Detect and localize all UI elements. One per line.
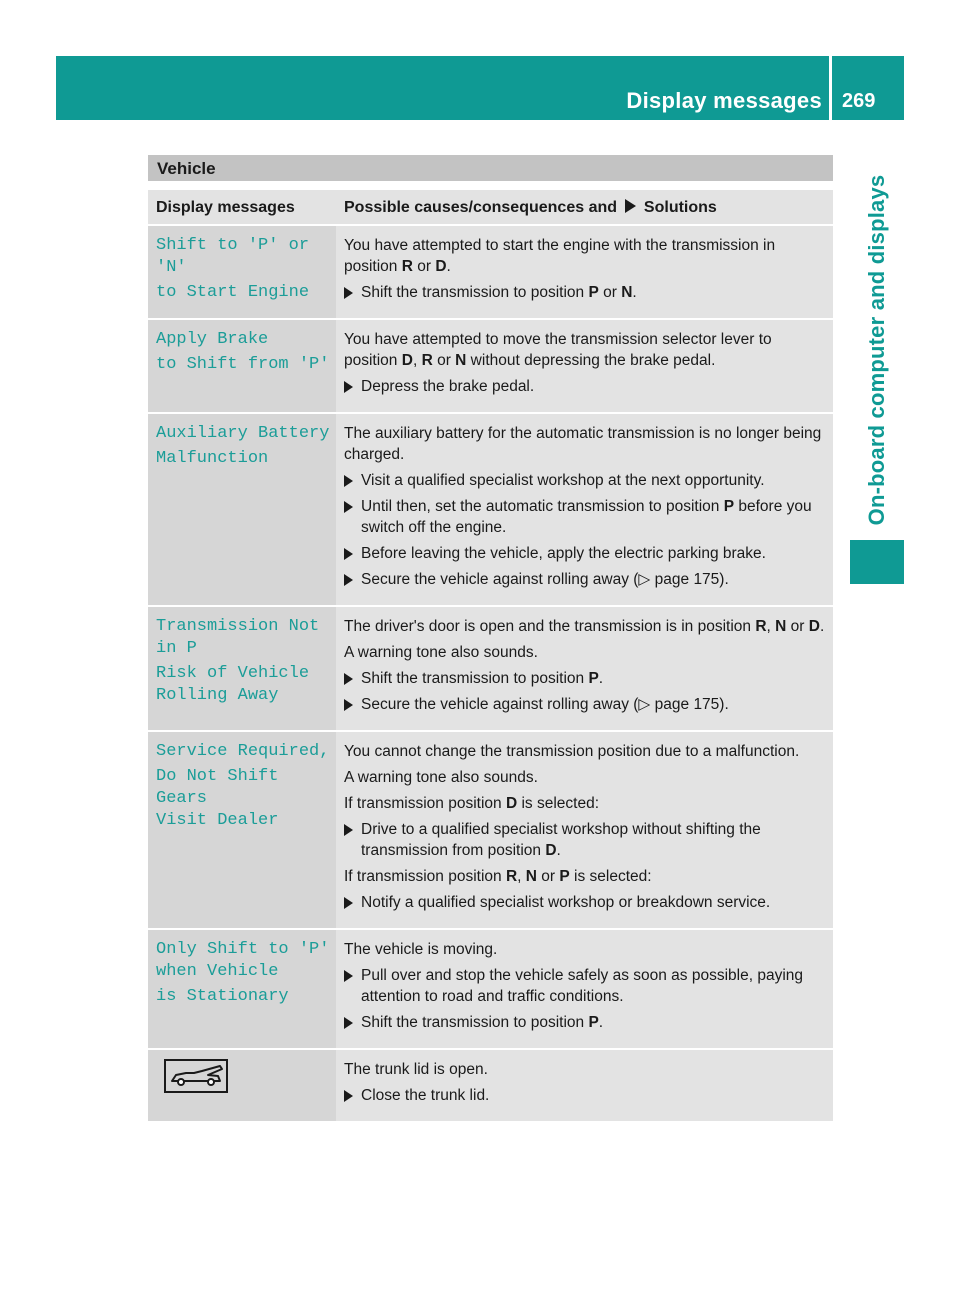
text-run: You have attempted to move the transmission selector lever to position [344,331,772,369]
triangle-arrow-icon [624,199,636,213]
text-run: . [632,284,637,301]
solution-step [344,668,827,689]
display-message-line: Do Not Shift Gears [156,767,279,808]
text-run: The vehicle is moving. [344,941,498,958]
text-run: A warning tone also sounds. [344,769,538,786]
step-arrow-icon [344,673,353,685]
step-arrow-icon [344,1090,353,1102]
display-message-line: Transmission Not [156,617,320,636]
solution-cell [336,1050,833,1121]
page-title: Display messages [626,88,822,113]
position-label: D [808,618,820,635]
text-run: Before leaving the vehicle, apply the electric parking brake. [361,545,766,562]
step-arrow-icon [344,381,353,393]
column-header-solutions-label: Solutions [643,199,717,216]
display-message-line: in P [156,639,197,658]
solution-cell [336,414,833,605]
text-run: is selected: [569,868,652,885]
display-message [156,235,336,304]
text-run: The driver's door is open and the transmission is in position [344,618,756,635]
text-run: Depress the brake pedal. [361,378,535,395]
display-message [156,616,336,707]
cause-text [344,1059,827,1080]
column-header-causes: Possible causes/consequences and [344,199,618,216]
text-run: You have attempted to start the engine with the transmission in position [344,237,776,275]
cause-text [344,767,827,788]
text-run: Notify a qualified specialist workshop or breakdown service. [361,894,771,911]
position-label: R [401,258,413,275]
solution-step [344,1085,827,1106]
display-message-line: is Stationary [156,987,289,1006]
position-label: P [588,1014,599,1031]
step-arrow-icon [344,897,353,909]
display-message-line: Visit Dealer [156,811,279,830]
text-run: The trunk lid is open. [344,1061,488,1078]
step-arrow-icon [344,475,353,487]
text-run: . [446,258,451,275]
position-label: N [621,284,633,301]
text-run: Secure the vehicle against rolling away (▷ page 175). [361,696,729,713]
text-run: Shift the transmission to position [361,670,589,687]
display-message-line: when Vehicle [156,962,279,981]
display-message [156,423,336,470]
text-run: or [537,868,560,885]
cause-text [344,235,827,277]
position-label: N [525,868,537,885]
display-message-line: Malfunction [156,449,269,468]
text-run: Secure the vehicle against rolling away (▷ page 175). [361,571,729,588]
position-label: R [421,352,433,369]
side-tab-label: On-board computer and displays [864,174,889,526]
solution-step [344,496,827,538]
header-divider [829,56,832,120]
solution-step [344,965,827,1007]
page-number: 269 [842,90,876,112]
text-run: Shift the transmission to position [361,284,589,301]
display-message-line: Shift to 'P' or 'N' [156,236,310,277]
position-label: D [435,258,447,275]
text-run: before you switch off the engine. [361,498,812,536]
text-run: . [556,842,561,859]
solution-step [344,470,827,491]
page-header [56,56,904,120]
table-row [148,226,833,320]
position-label: N [455,352,467,369]
text-run: . [598,670,604,687]
display-message-line: Only Shift to 'P' [156,940,330,959]
solution-step [344,1012,827,1033]
text-run: A warning tone also sounds. [344,644,538,661]
position-label: D [545,842,557,859]
cause-text [344,741,827,762]
solution-step [344,543,827,564]
position-label: N [775,618,787,635]
position-label: R [755,618,767,635]
text-run: If transmission position [344,795,506,812]
text-run: or [432,352,456,369]
text-run: , [412,352,422,369]
position-label: D [401,352,413,369]
table-row [148,930,833,1050]
step-arrow-icon [344,699,353,711]
display-message [156,329,336,376]
text-run: Drive to a qualified specialist workshop without shifting the transmission from position [361,821,761,859]
column-header-messages: Display messages [156,199,295,216]
column-header-solutions [336,190,833,224]
text-run: Visit a qualified specialist workshop at the next opportunity. [361,472,765,489]
text-run: , [517,868,526,885]
text-run: or [598,284,622,301]
message-cell [148,320,336,412]
step-arrow-icon [344,501,353,513]
solution-cell [336,930,833,1048]
solution-cell [336,320,833,412]
solution-step [344,694,827,715]
solution-cell [336,226,833,318]
section-header [148,155,833,181]
message-cell [148,414,336,605]
text-run: . [598,1014,604,1031]
step-arrow-icon [344,548,353,560]
position-label: P [588,284,599,301]
position-label: P [723,498,735,515]
cause-text [344,939,827,960]
cause-text [344,642,827,663]
table-row [148,732,833,930]
trunk-open-icon [164,1059,228,1093]
text-run: Shift the transmission to position [361,1014,589,1031]
display-message-line: Rolling Away [156,686,279,705]
text-run: . [819,618,825,635]
solution-step [344,569,827,590]
table-row [148,320,833,414]
position-label: D [505,795,518,812]
text-run: Until then, set the automatic transmission to position [361,498,724,515]
solution-step [344,282,827,303]
table-header [148,190,833,226]
cause-text [344,329,827,371]
message-cell [148,226,336,318]
cause-text [344,423,827,465]
cause-text [344,616,827,637]
text-run: is selected: [517,795,600,812]
display-message-line: to Start Engine [156,283,310,302]
position-label: P [559,868,570,885]
table-row [148,607,833,732]
solution-step [344,819,827,861]
solution-step [344,376,827,397]
message-cell [148,607,336,730]
text-run: or [412,258,436,275]
display-message [156,741,336,832]
section-title: Vehicle [157,159,216,178]
display-message-line: Apply Brake [156,330,269,349]
solution-cell [336,732,833,928]
text-run: You cannot change the transmission position due to a malfunction. [344,743,800,760]
text-run: , [766,618,776,635]
text-run: The auxiliary battery for the automatic transmission is no longer being charged. [344,425,822,463]
cause-text [344,793,827,814]
step-arrow-icon [344,824,353,836]
text-run: Pull over and stop the vehicle safely as soon as possible, paying attention to road and traffic conditions. [361,967,804,1005]
solution-step [344,892,827,913]
table-row [148,1050,833,1123]
position-label: P [588,670,599,687]
step-arrow-icon [344,970,353,982]
display-message-line: Service Required, [156,742,330,761]
text-run: or [786,618,809,635]
cause-text [344,866,827,887]
text-run: without depressing the brake pedal. [466,352,716,369]
position-label: R [505,868,518,885]
message-cell [148,1050,336,1121]
message-cell [148,732,336,928]
side-tab-marker [850,540,904,584]
text-run: If transmission position [344,868,506,885]
table-row [148,414,833,607]
solution-cell [336,607,833,730]
display-message-line: Risk of Vehicle [156,664,310,683]
display-message [156,939,336,1008]
message-cell [148,930,336,1048]
step-arrow-icon [344,1017,353,1029]
messages-table [148,190,833,1123]
text-run: Close the trunk lid. [361,1087,490,1104]
display-message-line: Auxiliary Battery [156,424,330,443]
step-arrow-icon [344,287,353,299]
display-message-line: to Shift from 'P' [156,355,330,374]
step-arrow-icon [344,574,353,586]
